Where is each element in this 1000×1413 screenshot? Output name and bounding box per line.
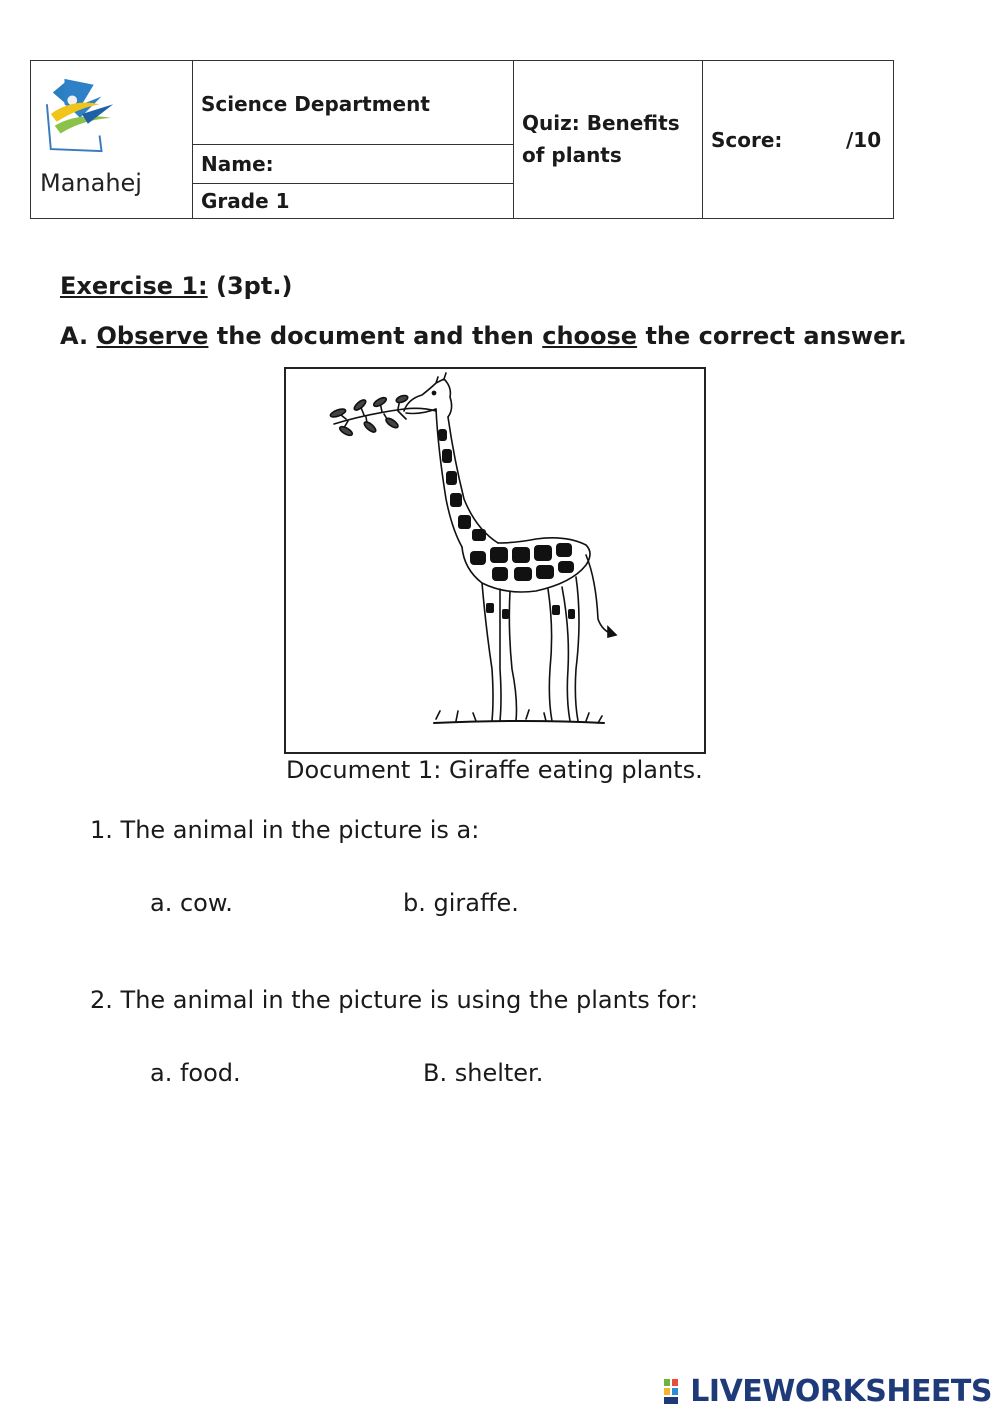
divider [192, 61, 193, 218]
divider [513, 61, 514, 218]
name-field-label[interactable]: Name: [201, 152, 274, 176]
divider [192, 144, 513, 145]
q2-option-b[interactable]: B. shelter. [423, 1059, 544, 1087]
exercise-title: Exercise 1: [60, 272, 208, 300]
instruction-word-choose: choose [542, 322, 638, 350]
divider [702, 61, 703, 218]
instruction-word-observe: Observe [96, 322, 209, 350]
question-1: 1. The animal in the picture is a: [90, 816, 480, 844]
header-table [30, 60, 894, 219]
liveworksheets-watermark [664, 1374, 992, 1409]
manahej-logo [43, 75, 121, 153]
figure-caption: Document 1: Giraffe eating plants. [286, 756, 703, 784]
score-total: /10 [846, 128, 882, 152]
exercise-heading [60, 272, 292, 300]
q2-option-a[interactable]: a. food. [150, 1059, 241, 1087]
q1-option-b[interactable]: b. giraffe. [403, 889, 519, 917]
liveworksheets-logo-icon [664, 1379, 686, 1405]
divider [192, 183, 513, 184]
giraffe-illustration [286, 369, 704, 752]
q1-option-a[interactable]: a. cow. [150, 889, 233, 917]
watermark-text: LIVEWORKSHEETS [690, 1374, 992, 1409]
score-label: Score: [711, 128, 783, 152]
grade-label: Grade 1 [201, 189, 290, 213]
instruction [60, 322, 907, 350]
quiz-title-line1: Quiz: Benefits [522, 111, 680, 135]
instruction-end: the correct answer. [645, 322, 907, 350]
question-2: 2. The animal in the picture is using the plants for: [90, 986, 699, 1014]
quiz-title-line2: of plants [522, 143, 622, 167]
instruction-middle: the document and then [216, 322, 534, 350]
department-label: Science Department [201, 92, 430, 116]
part-label: A. [60, 322, 89, 350]
exercise-points: (3pt.) [216, 272, 293, 300]
logo-text: Manahej [40, 169, 142, 197]
document-figure [284, 367, 706, 754]
